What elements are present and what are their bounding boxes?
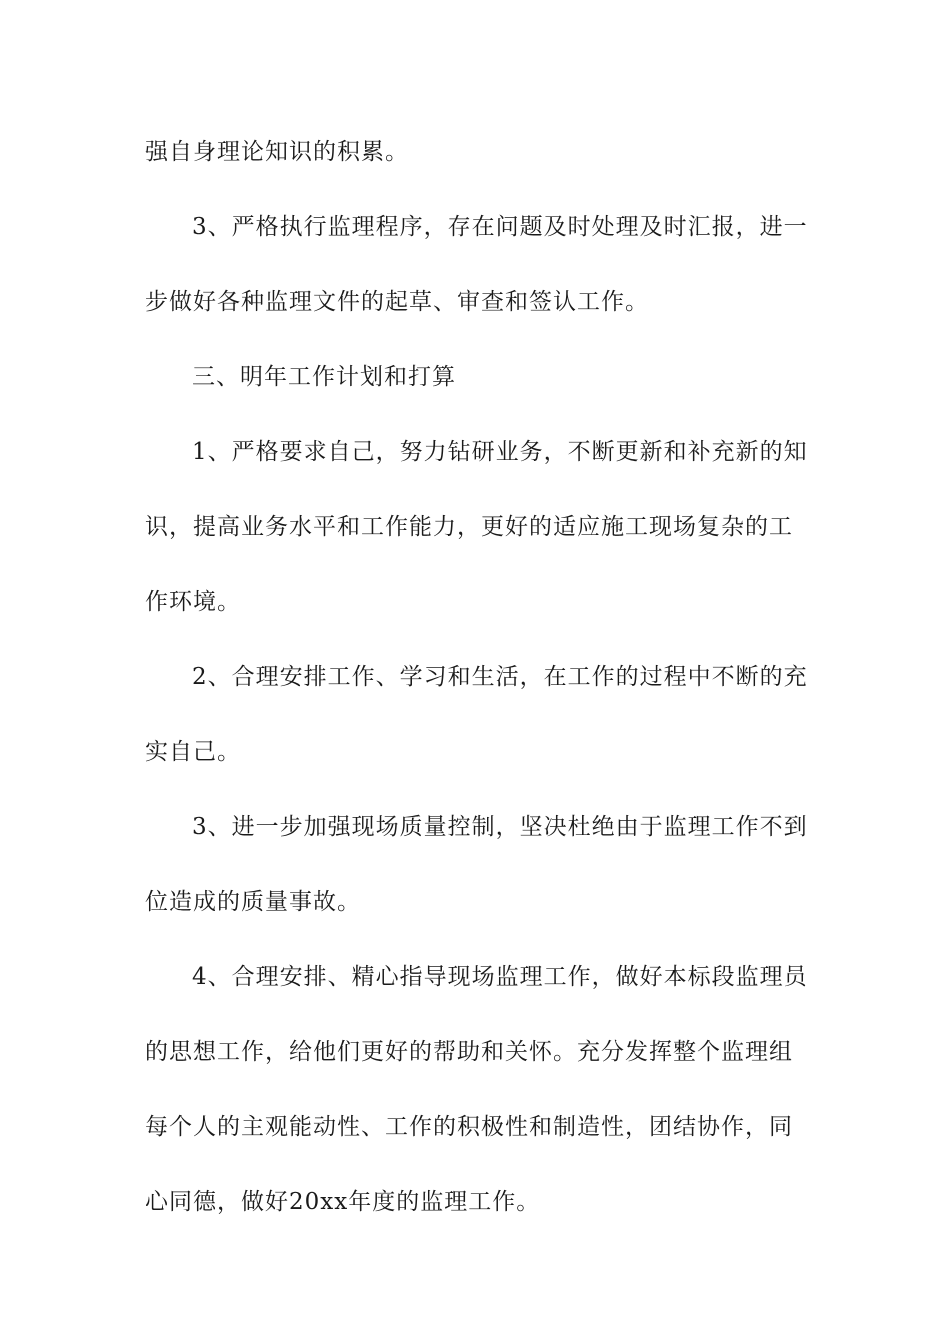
section-heading: 三、明年工作计划和打算 [192,364,456,390]
text-line: 实自己。 [145,739,241,765]
text-line: 1、严格要求自己，努力钻研业务，不断更新和补充新的知 [192,439,808,465]
text-line: 的思想工作，给他们更好的帮助和关怀。充分发挥整个监理组 [145,1039,793,1065]
text-line: 步做好各种监理文件的起草、审查和签认工作。 [145,289,649,315]
text-line: 3、严格执行监理程序，存在问题及时处理及时汇报，进一 [192,214,808,240]
text-line: 识，提高业务水平和工作能力，更好的适应施工现场复杂的工 [145,514,793,540]
text-line: 心同德，做好20xx年度的监理工作。 [145,1189,541,1215]
text-line: 作环境。 [145,589,241,615]
text-line: 4、合理安排、精心指导现场监理工作，做好本标段监理员 [192,964,808,990]
text-line: 位造成的质量事故。 [145,889,361,915]
text-line: 强自身理论知识的积累。 [145,139,409,165]
text-line: 每个人的主观能动性、工作的积极性和制造性，团结协作，同 [145,1114,793,1140]
text-line: 2、合理安排工作、学习和生活，在工作的过程中不断的充 [192,664,808,690]
text-line: 3、进一步加强现场质量控制，坚决杜绝由于监理工作不到 [192,814,808,840]
